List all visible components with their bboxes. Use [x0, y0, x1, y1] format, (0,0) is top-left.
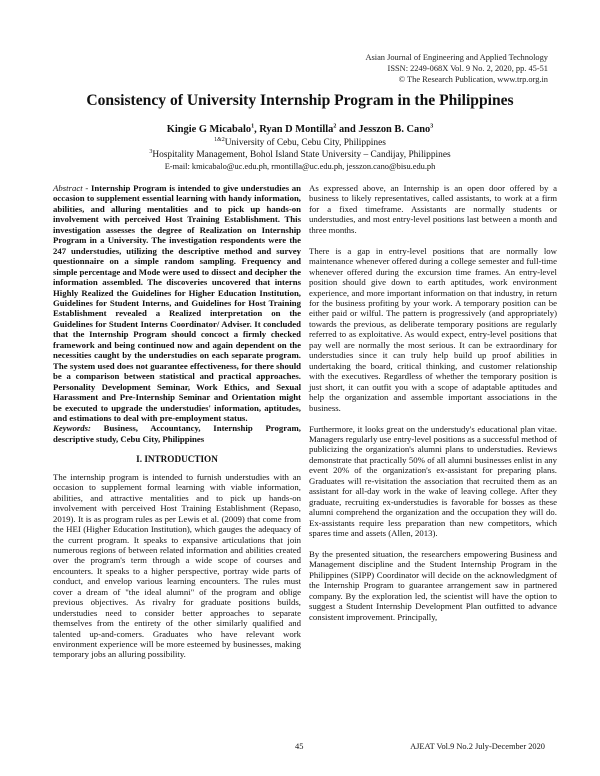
- affiliation-2: [40, 149, 560, 161]
- author-2: Ryan D Montilla: [259, 124, 334, 135]
- left-column: [53, 183, 301, 660]
- introduction-paragraph-1: The internship program is intended to furnish understudies with an occasion to supplement formal learning with viable information, abilities, and attractive mentalities and to pick up hands-on involvement with perceived Host Training Establishment (Repaso, 2019). It is as program rules as per Lewis et al. (2009) that come from the HEI (Higher Education Institution), which gauges the adequacy of the current program. It speaks to expansive articulations that join numerous regions of between related information and abilities created over the program's term through a wide scope of courses and encounters. It speaks to a higher perspective, portray wide parts of conduct, and envelop various learning encounters. The rules must cover a dream of "the ideal alumni" of the program and oblige previous objectives. As rivalry for graduate positions builds, understudies need to consider better approaches to separate themselves from the entirety of the other similarly qualified and talented up-and-comers. Graduates who have relevant work environment experience will be more esteemed by businesses, making temporary jobs an alluring possibility.: [53, 471, 301, 660]
- affiliation-1: [40, 137, 560, 149]
- journal-header: [365, 52, 548, 85]
- footer-journal-info: AJEAT Vol.9 No.2 July-December 2020: [410, 742, 545, 751]
- keywords-body: Business, Accountancy, Internship Program, descriptive study, Cebu City, Philippines: [53, 423, 301, 444]
- journal-issn: ISSN: 2249-068X Vol. 9 No. 2, 2020, pp. 45-51: [387, 64, 548, 73]
- author-separator-2: and: [336, 124, 359, 135]
- affiliation-1-sup: 1&2: [214, 136, 225, 143]
- body-paragraph-2: There is a gap in entry-level positions that are normally low maintenance whenever offered during a college semester and full-time whenever offered during the excursion time frames. An entry-level position should give down to earth aptitudes, work environment experience, and more important information on that industry, in return for the business profiting by your work. A temporary position can be either paid or wilful. The pattern is progressively (and appropriately) towards the previous, as deliberate temporary positions are regularly referred to as exploitative. As would expect, entry-level positions that pay well are normally the most serious. It can be extraordinary for understudies since it can truly help build up proof abilities in undertaking the board, critical thinking, and customer relationship with the executives. Regardless of whether the temporary position is just short, it can outfit you with a scope of adaptable aptitudes and help the organization and assemble important associations in the business.: [309, 245, 557, 413]
- author-3: Jesszon B. Cano: [358, 124, 431, 135]
- author-names: [40, 124, 560, 136]
- journal-publisher: © The Research Publication, www.trp.org.in: [398, 75, 548, 84]
- keywords-label: Keywords:: [53, 423, 104, 434]
- author-block: [40, 124, 560, 173]
- paper-title: Consistency of University Internship Program in the Philippines: [86, 92, 514, 109]
- author-emails: E-mail: kmicabalo@uc.edu.ph, rmontilla@uc.edu.ph, jesszon.cano@bisu.edu.ph: [164, 162, 436, 171]
- page-number: 45: [295, 742, 304, 751]
- right-column: [309, 183, 557, 633]
- abstract-body: Internship Program is intended to give understudies an occasion to supplement essential learning with handy information, abilities, and alluring mentalities and to pick up hands-on involvement with perceived Host Training Establishment. This investigation assesses the degree of Realization on Internship Program in a University. The investigation respondents were the 247 understudies, utilizing the descriptive method and survey questionnaire on a simple random sampling. Frequency and simple percentage and Mode were used to dissect and decipher the information assembled. The discoveries uncovered that interns Highly Realized the Guidelines for Higher Education Institution, Guidelines for Student Interns, and Guidelines for Host Training Establishment revealed a Realized interpretation on the Guidelines for Student Interns Coordinator/ Adviser. It concluded that the Internship Program should concoct a firmly checked framework and being continued now and again dependent on the necessities caught by the understudies on each separate program. The system used does not guarantee effectiveness, for there should be a comparison between statistical and practical approaches. Personality Development Seminar, Work Ethics, and Sexual Harassment and Pre-Internship Seminar and Orientation might be executed to upgrade the understudies' information, aptitudes, and estimations to deal with pre-employment status.: [53, 183, 301, 423]
- abstract-label: Abstract -: [53, 183, 92, 193]
- author-separator-1: ,: [254, 124, 260, 135]
- affiliation-2-text: Hospitality Management, Bohol Island State University – Candijay, Philippines: [152, 150, 451, 160]
- body-paragraph-4: By the presented situation, the researchers empowering Business and Management discipline and the Student Internship Program in the Philippines (SIPP) Coordinator will decide on the acknowledgment of the Internship Program to guarantee arrangement saw in partnered company. By the exploration led, the scientist will have the option to suggest a Student Internship Development Plan outfitted to advance consistent improvement. Principally,: [309, 549, 557, 622]
- affiliation-1-text: University of Cebu, Cebu City, Philippines: [224, 138, 386, 148]
- author-1: Kingie G Micabalo: [166, 124, 252, 135]
- abstract: [53, 183, 301, 423]
- section-heading-introduction: I. INTRODUCTION: [136, 454, 218, 465]
- author-2-sup: 2: [333, 123, 337, 130]
- body-paragraph-1: As expressed above, an Internship is an open door offered by a business to likely representatives, called assistants, to work at a firm for a fixed timeframe. Assistants are normally students or understudies, and most entry-level positions last between a month and three months.: [309, 183, 557, 235]
- keywords: [53, 423, 301, 444]
- journal-name: Asian Journal of Engineering and Applied Technology: [365, 53, 548, 62]
- affiliation-2-sup: 3: [149, 148, 153, 155]
- author-3-sup: 3: [430, 123, 434, 130]
- author-1-sup: 1: [251, 123, 255, 130]
- body-paragraph-3: Furthermore, it looks great on the understudy's educational plan vitae. Managers regularly use entry-level positions as a successful method of publicizing the organization's alumni plans to understudies. Reviews demonstrate that practically 50% of all alumni businesses enlist in any event 20% of the organization's ex-assistant for preparing plans. Graduates will re-visitation the association that recruited them as an assistant for all-day work in the wake of leaving college. After they graduate, recruiting ex-understudies is favorable for bosses as these alumni comprehend the organization and the occupation they will do. Ex-assistants require less preparation than new competitors, which spares time and assets (Allen, 2013).: [309, 423, 557, 539]
